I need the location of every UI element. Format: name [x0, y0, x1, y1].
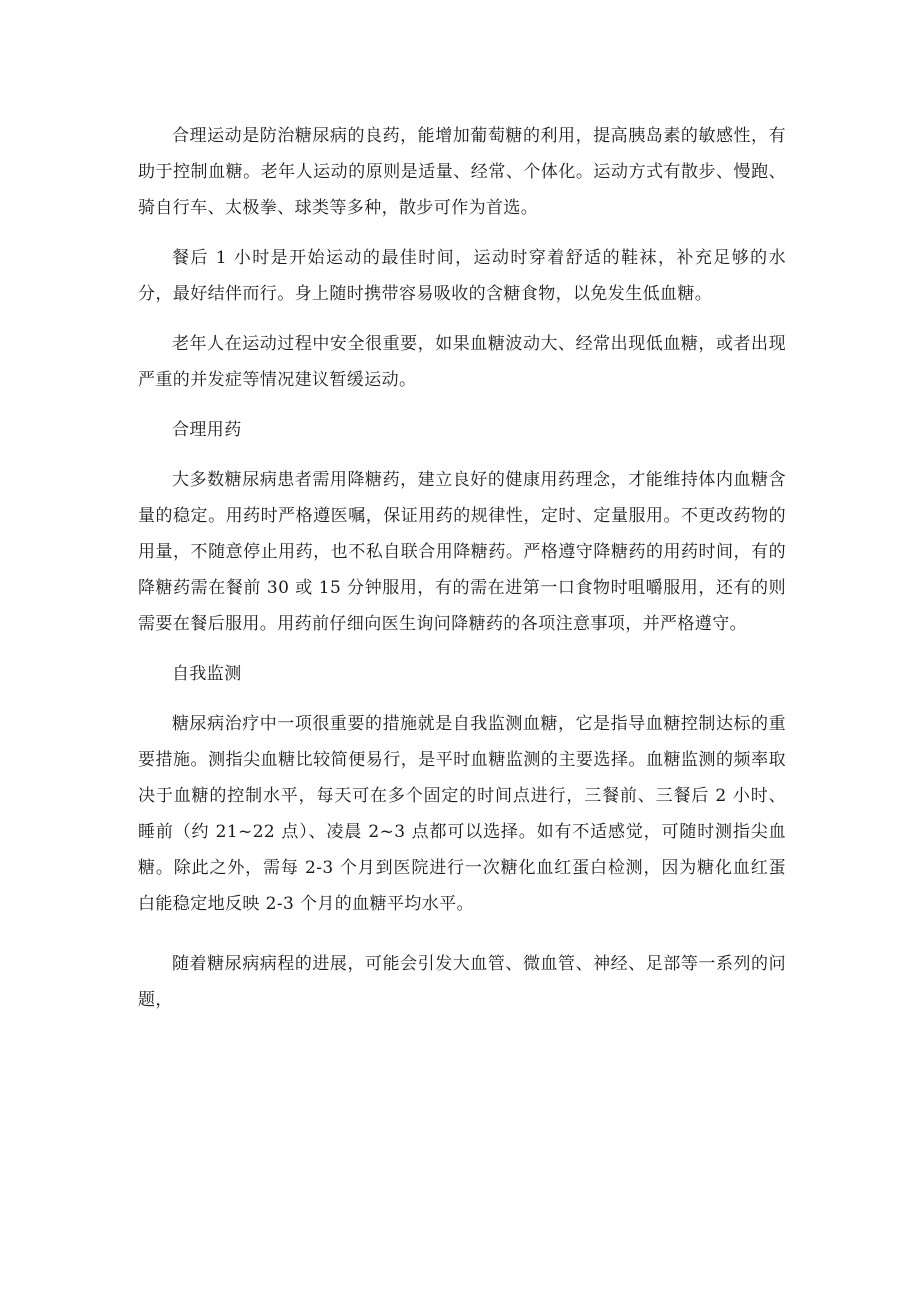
- document-body: [138, 118, 786, 1032]
- paragraph-medication: 大多数糖尿病患者需用降糖药，建立良好的健康用药理念，才能维持体内血糖含量的稳定。用药时严格遵医嘱，保证用药的规律性，定时、定量服用。不更改药物的用量，不随意停止用药，也不私自联合用降糖药。严格遵守降糖药的用药时间，有的降糖药需在餐前 30 或 15 分钟服用，有的需在进第一口食物时咀嚼服用，还有的则需要在餐后服用。用药前仔细向医生询问降糖药的各项注意事项，并严格遵守。: [138, 470, 786, 634]
- paragraph-exercise-safety: 老年人在运动过程中安全很重要，如果血糖波动大、经常出现低血糖，或者出现严重的并发症等情况建议暂缓运动。: [138, 334, 786, 390]
- paragraph-complications: 随着糖尿病病程的进展，可能会引发大血管、微血管、神经、足部等一系列的问题，: [138, 954, 786, 1010]
- paragraph-exercise-timing: 餐后 1 小时是开始运动的最佳时间，运动时穿着舒适的鞋袜，补充足够的水分，最好结伴而行。身上随时携带容易吸收的含糖食物，以免发生低血糖。: [138, 248, 786, 304]
- section-heading-self-monitoring: 自我监测: [172, 664, 242, 684]
- paragraph-exercise-intro: 合理运动是防治糖尿病的良药，能增加葡萄糖的利用，提高胰岛素的敏感性，有助于控制血糖。老年人运动的原则是适量、经常、个体化。运动方式有散步、慢跑、骑自行车、太极拳、球类等多种，散步可作为首选。: [138, 126, 786, 218]
- paragraph-self-monitoring: 糖尿病治疗中一项很重要的措施就是自我监测血糖，它是指导血糖控制达标的重要措施。测指尖血糖比较简便易行，是平时血糖监测的主要选择。血糖监测的频率取决于血糖的控制水平，每天可在多个固定的时间点进行，三餐前、三餐后 2 小时、睡前（约 21~22 点）、凌晨 2~3 点都可以选择。如有不适感觉，可随时测指尖血糖。除此之外，需每 2-3 个月到医院进行一次糖化血红蛋白检测，因为糖化血红蛋白能稳定地反映 2-3 个月的血糖平均水平。: [138, 714, 786, 914]
- section-heading-medication: 合理用药: [172, 420, 242, 440]
